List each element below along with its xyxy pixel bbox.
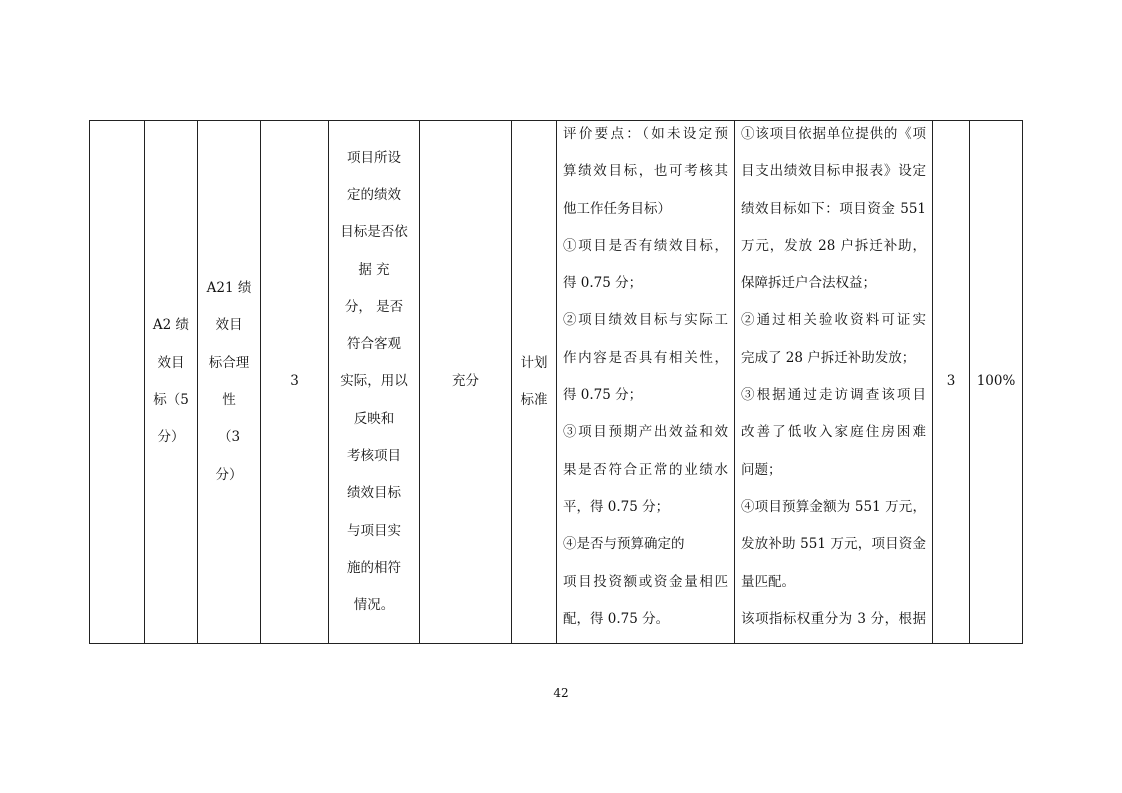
description-line: 考核项目: [347, 448, 401, 465]
a2-line: A2 绩: [152, 317, 190, 334]
analysis-text: [735, 121, 932, 639]
description-line: 目标是否依: [340, 224, 408, 241]
criteria-line: 得 0.75 分；: [563, 275, 643, 292]
analysis-line: 发放补助 551 万元，项目资金: [741, 536, 926, 553]
analysis-line: 万元，发放 28 户拆迁补助，: [741, 237, 926, 254]
description-line: 绩效目标: [347, 485, 401, 502]
description-line: 据 充: [358, 261, 390, 278]
description-line: 符合客观: [347, 336, 401, 353]
method-text: [519, 345, 549, 420]
analysis-line: ③根据通过走访调查该项目: [741, 387, 926, 404]
criteria-line: ①项目是否有绩效目标，: [563, 237, 728, 254]
criteria-line: 配，得 0.75 分。: [563, 610, 670, 627]
indicator-a21-cell: [198, 121, 261, 644]
method-line: 计划: [520, 354, 548, 371]
criteria-line: 算绩效目标，也可考核其: [563, 163, 728, 180]
standard-cell: [420, 121, 512, 644]
evaluation-table: [89, 120, 1023, 644]
description-line: 实际，用以: [340, 373, 408, 390]
description-line: 定的绩效: [347, 186, 401, 203]
analysis-line: 目支出绩效目标申报表》设定: [741, 163, 926, 180]
description-line: 项目所设: [347, 149, 401, 166]
rate-cell: [970, 121, 1023, 644]
description-line: 情况。: [353, 597, 395, 614]
a21-line: 标合理: [208, 354, 250, 371]
page-number: 42: [553, 686, 569, 700]
standard-value: 充分: [452, 373, 479, 390]
criteria-line: 得 0.75 分；: [563, 387, 643, 404]
analysis-line: 绩效目标如下：项目资金 551: [741, 200, 926, 217]
indicator-a2-text: [151, 307, 191, 456]
criteria-line: 果是否符合正常的业绩水: [563, 461, 728, 478]
criteria-line: ③项目预期产出效益和效: [563, 424, 728, 441]
criteria-line: 他工作任务目标）: [563, 200, 671, 217]
criteria-line: ④是否与预算确定的: [563, 536, 685, 553]
description-line: 分， 是否: [344, 298, 404, 315]
analysis-line: ①该项目依据单位提供的《项: [741, 126, 926, 142]
criteria-line: 评价要点：（如未设定预: [563, 126, 728, 142]
indicator-a21-text: [205, 270, 253, 494]
analysis-line: 问题；: [741, 461, 782, 478]
a2-line: 分）: [157, 429, 185, 446]
criteria-line: 项目投资额或资金量相匹: [563, 573, 728, 590]
analysis-line: 改善了低收入家庭住房困难: [741, 424, 926, 441]
criteria-cell: [557, 121, 735, 644]
a21-line: 分）: [215, 466, 243, 483]
criteria-line: ②项目绩效目标与实际工: [563, 312, 728, 329]
a2-line: 效目: [157, 354, 185, 371]
criteria-line: 平，得 0.75 分；: [563, 498, 670, 515]
analysis-cell: [735, 121, 933, 644]
rate-value: 100%: [976, 373, 1016, 390]
table-row: [90, 121, 1023, 644]
analysis-line: 保障拆迁户合法权益；: [741, 275, 876, 292]
description-cell: [329, 121, 420, 644]
score-value: 3: [946, 373, 956, 390]
description-line: 施的相符: [347, 559, 401, 576]
method-cell: [512, 121, 557, 644]
analysis-line: 量匹配。: [741, 573, 795, 590]
a21-line: （3: [217, 429, 241, 446]
description-line: 与项目实: [347, 522, 401, 539]
analysis-line: 该项指标权重分为 3 分，根据: [741, 610, 926, 627]
criteria-text: [557, 121, 734, 639]
a2-line: 标（5: [153, 392, 189, 409]
a21-line: A21 绩: [206, 280, 252, 297]
a21-line: 性: [222, 392, 236, 409]
weight-value: 3: [290, 373, 299, 390]
analysis-line: 完成了 28 户拆迁补助发放；: [741, 349, 916, 366]
first-level-cell: [90, 121, 145, 644]
score-cell: [933, 121, 970, 644]
description-line: 反映和: [353, 410, 395, 427]
criteria-line: 作内容是否具有相关性，: [563, 349, 728, 366]
analysis-line: ②通过相关验收资料可证实: [741, 312, 926, 329]
weight-cell: [261, 121, 329, 644]
analysis-line: ④项目预算金额为 551 万元，: [741, 498, 926, 515]
description-text: [337, 140, 411, 625]
method-line: 标准: [520, 392, 548, 409]
a21-line: 效目: [215, 317, 243, 334]
indicator-a2-cell: [145, 121, 198, 644]
